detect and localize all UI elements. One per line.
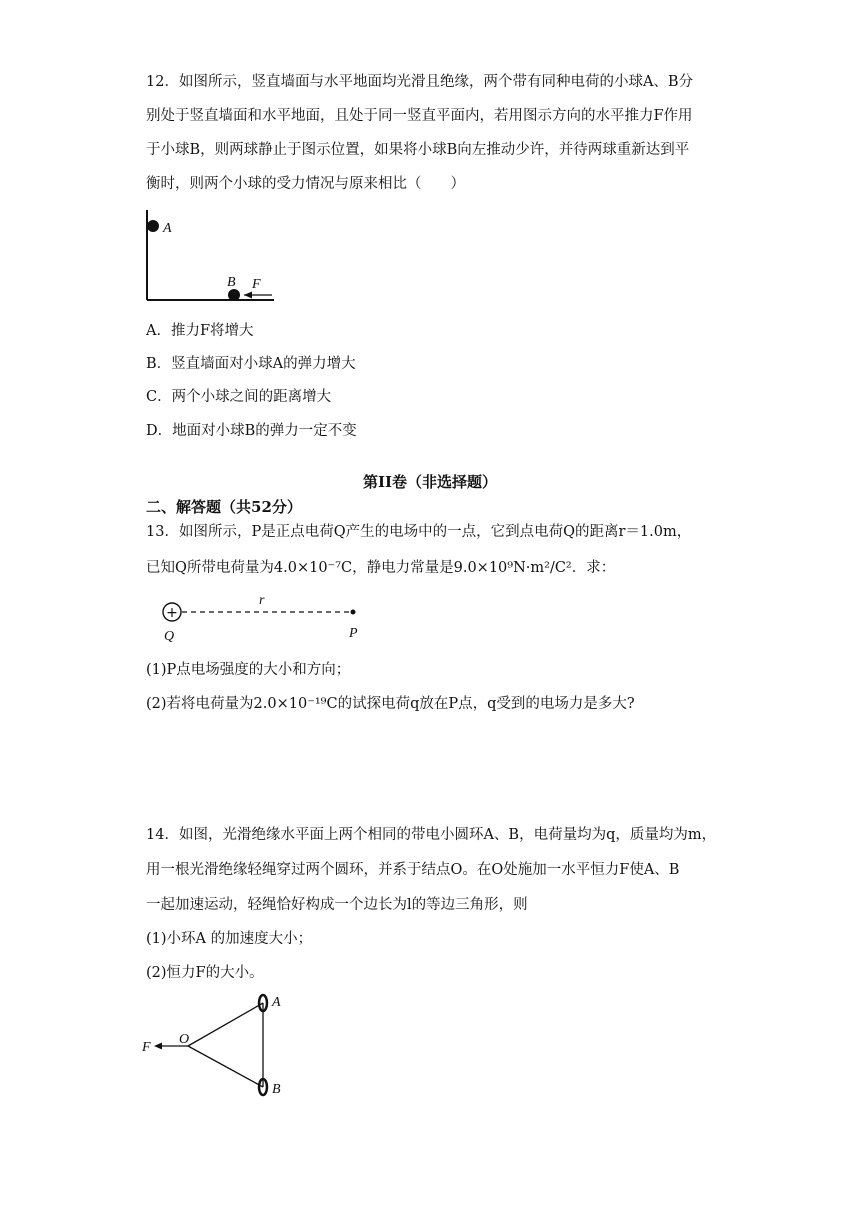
- q14-part-1: (1)小环A 的加速度大小；: [146, 931, 313, 947]
- ball-a: [147, 220, 159, 232]
- q12-label-b: B: [227, 275, 236, 290]
- q13-figure: [155, 590, 375, 645]
- q12-label-a: A: [163, 221, 172, 236]
- q13-label-p: P: [349, 626, 358, 641]
- q14-label-f: F: [142, 1040, 151, 1055]
- q14-label-b: B: [272, 1082, 281, 1097]
- q13-label-q: Q: [164, 629, 175, 644]
- q14-figure: [140, 990, 300, 1100]
- q14-line-2: 用一根光滑绝缘轻绳穿过两个圆环，并系于结点O。在O处施加一水平恒力F使A、B: [146, 862, 680, 878]
- q13-part-1: (1)P点电场强度的大小和方向；: [146, 662, 351, 678]
- q12-option-c: C．两个小球之间的距离增大: [146, 389, 332, 405]
- section-title: 第II卷（非选择题）: [362, 473, 498, 491]
- ball-b: [228, 289, 240, 301]
- q12-option-b: B．竖直墙面对小球A的弹力增大: [146, 356, 356, 372]
- q12-line-1: 12．如图所示，竖直墙面与水平地面均光滑且绝缘，两个带有同种电荷的小球A、B分: [146, 74, 694, 90]
- q12-figure: [140, 208, 280, 308]
- q14-label-a: A: [272, 995, 281, 1010]
- q12-option-d: D．地面对小球B的弹力一定不变: [146, 423, 357, 439]
- force-arrow-head: [154, 1043, 162, 1050]
- q12-line-3: 于小球B，则两球静止于图示位置，如果将小球B向左推动少许，并待两球重新达到平: [146, 142, 690, 158]
- point-p: [351, 610, 356, 615]
- force-arrow-head: [244, 292, 252, 299]
- q12-line-4: 衡时，则两个小球的受力情况与原来相比（ ）: [146, 176, 465, 192]
- q12-label-f: F: [252, 277, 261, 292]
- q13-part-2: (2)若将电荷量为2.0×10⁻¹⁹C的试探电荷q放在P点，q受到的电场力是多大?: [146, 696, 635, 712]
- section-heading: 二、解答题（共52分）: [146, 498, 302, 516]
- q14-line-3: 一起加速运动，轻绳恰好构成一个边长为l的等边三角形，则: [146, 897, 528, 913]
- q13-line-1: 13．如图所示，P是正点电荷Q产生的电场中的一点，它到点电荷Q的距离r＝1.0m，: [146, 524, 692, 540]
- q14-part-2: (2)恒力F的大小。: [146, 965, 264, 981]
- q13-label-r: r: [259, 593, 265, 608]
- q14-label-o: O: [179, 1032, 190, 1047]
- q13-line-2: 已知Q所带电荷量为4.0×10⁻⁷C，静电力常量是9.0×10⁹N·m²/C²．求：: [146, 560, 616, 576]
- q12-option-a: A．推力F将增大: [146, 323, 254, 339]
- q14-line-1: 14．如图，光滑绝缘水平面上两个相同的带电小圆环A、B，电荷量均为q，质量均为m，: [146, 827, 717, 843]
- q13-charge-sign: +: [166, 605, 178, 621]
- q12-line-2: 别处于竖直墙面和水平地面，且处于同一竖直平面内，若用图示方向的水平推力F作用: [146, 108, 693, 124]
